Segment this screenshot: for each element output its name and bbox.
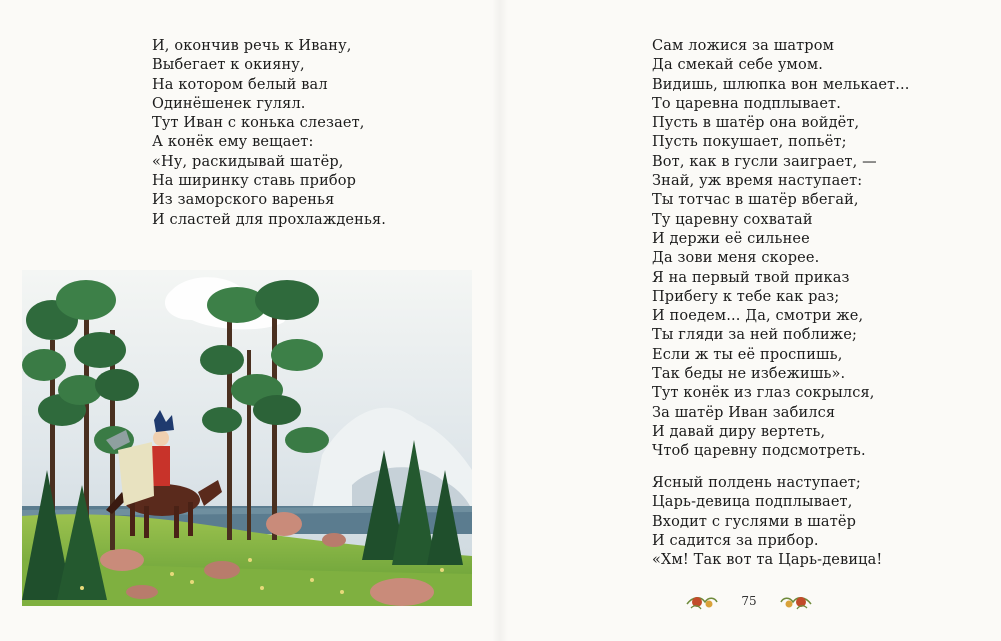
verse-line: Прибегу к тебе как раз; bbox=[652, 288, 840, 305]
verse-line: Одинёшенек гулял. bbox=[152, 95, 306, 112]
page-folio bbox=[685, 590, 813, 614]
floral-ornament-icon bbox=[779, 592, 813, 612]
verse-line: Да смекай себе умом. bbox=[652, 57, 824, 74]
verse-line: Царь-девица подплывает, bbox=[652, 494, 853, 511]
verse-line: Тут конёк из глаз сокрылся, bbox=[652, 385, 875, 402]
verse-line: «Ну, раскидывай шатёр, bbox=[152, 153, 344, 170]
floral-ornament-icon bbox=[685, 592, 719, 612]
verse-line: Входит с гуслями в шатёр bbox=[652, 513, 857, 530]
verse-line: Сам ложися за шатром bbox=[652, 38, 835, 54]
verse-line: Чтоб царевну подсмотреть. bbox=[652, 443, 866, 460]
verse-line: Ту царевну сохватай bbox=[652, 211, 813, 228]
verse-line: Ты тотчас в шатёр вбегай, bbox=[652, 192, 859, 209]
verse-line: «Хм! Так вот та Царь-девица! bbox=[652, 552, 883, 569]
right-stanza-2 bbox=[652, 474, 882, 570]
verse-line: Ясный полдень наступает; bbox=[652, 475, 861, 491]
verse-line: И поедем... Да, смотри же, bbox=[652, 308, 864, 325]
verse-line: За шатёр Иван забился bbox=[652, 404, 836, 421]
verse-line: Так беды не избежишь». bbox=[652, 366, 846, 383]
verse-line: На котором белый вал bbox=[152, 76, 328, 93]
forest-meadow-rider-illustration bbox=[22, 270, 472, 606]
verse-line: И сластей для прохлажденья. bbox=[152, 211, 387, 228]
verse-line: То царевна подплывает. bbox=[652, 95, 841, 112]
verse-line: И садится за прибор. bbox=[652, 532, 819, 549]
right-page bbox=[500, 0, 1001, 641]
verse-line: Вот, как в гусли заиграет, — bbox=[652, 153, 877, 170]
verse-line: Из заморского варенья bbox=[152, 192, 335, 209]
page-number: 75 bbox=[741, 594, 757, 608]
left-stanza bbox=[152, 37, 386, 230]
verse-line: Я на первый твой приказ bbox=[652, 269, 850, 286]
verse-line: Выбегает к окияну, bbox=[152, 57, 305, 74]
verse-line: А конёк ему вещает: bbox=[152, 134, 314, 151]
verse-line: И держи её сильнее bbox=[652, 230, 810, 247]
verse-line: И, окончив речь к Ивану, bbox=[152, 38, 352, 54]
verse-line: Если ж ты её проспишь, bbox=[652, 346, 843, 363]
verse-line: Видишь, шлюпка вон мелькает... bbox=[652, 76, 910, 93]
verse-line: На ширинку ставь прибор bbox=[152, 173, 357, 190]
verse-line: И давай диру вертеть, bbox=[652, 423, 826, 440]
left-page bbox=[0, 0, 500, 641]
verse-line: Да зови меня скорее. bbox=[652, 250, 820, 267]
right-stanza-1 bbox=[652, 37, 910, 462]
verse-line: Пусть в шатёр она войдёт, bbox=[652, 115, 860, 132]
verse-line: Пусть покушает, попьёт; bbox=[652, 134, 847, 151]
verse-line: Знай, уж время наступает: bbox=[652, 173, 863, 190]
verse-line: Ты гляди за ней поближе; bbox=[652, 327, 858, 344]
verse-line: Тут Иван с конька слезает, bbox=[152, 115, 365, 132]
